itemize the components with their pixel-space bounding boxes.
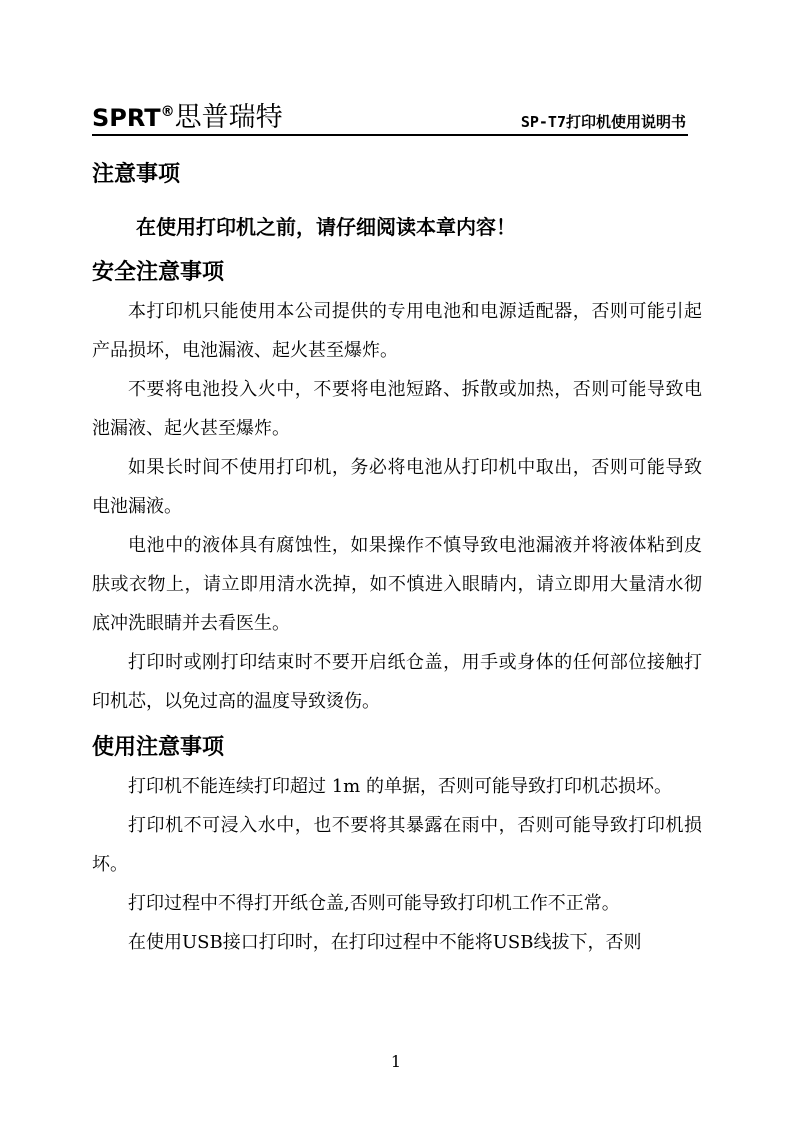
registered-mark: ® xyxy=(160,104,175,120)
page-content xyxy=(92,156,702,962)
warning-line: 在使用打印机之前，请仔细阅读本章内容！ xyxy=(136,215,516,239)
paragraph: 打印机不能连续打印超过 1m 的单据，否则可能导致打印机芯损坏。 xyxy=(128,776,672,797)
document-title: SP-T7打印机使用说明书 xyxy=(520,113,686,131)
section-heading: 安全注意事项 xyxy=(92,260,225,285)
paragraph: 在使用USB接口打印时，在打印过程中不能将USB线拔下，否则 xyxy=(128,932,642,953)
paragraph: 如果长时间不使用打印机，务必将电池从打印机中取出，否则可能导致电池漏液。 xyxy=(92,457,702,517)
section-safety xyxy=(92,254,702,721)
page-number: 1 xyxy=(390,1052,402,1071)
paragraph: 打印时或刚打印结束时不要开启纸仓盖，用手或身体的任何部位接触打印机芯，以免过高的温度导致烫伤。 xyxy=(92,652,702,712)
paragraph: 打印过程中不得打开纸仓盖,否则可能导致打印机工作不正常。 xyxy=(128,893,620,914)
chapter-title: 注意事项 xyxy=(92,162,181,187)
page-header xyxy=(92,92,688,136)
section-usage xyxy=(92,729,702,962)
brand-logo xyxy=(92,104,283,131)
brand-cn: 思普瑞特 xyxy=(174,102,283,133)
paragraph: 电池中的液体具有腐蚀性，如果操作不慎导致电池漏液并将液体粘到皮肤或衣物上，请立即用清水洗掉，如不慎进入眼睛内，请立即用大量清水彻底冲洗眼睛并去看医生。 xyxy=(92,535,702,634)
paragraph: 本打印机只能使用本公司提供的专用电池和电源适配器，否则可能引起产品损坏，电池漏液、起火甚至爆炸。 xyxy=(92,301,702,361)
paragraph: 打印机不可浸入水中，也不要将其暴露在雨中，否则可能导致打印机损坏。 xyxy=(92,815,702,875)
brand-en: SPRT xyxy=(92,104,161,132)
paragraph: 不要将电池投入火中，不要将电池短路、拆散或加热，否则可能导致电池漏液、起火甚至爆炸。 xyxy=(92,379,702,439)
section-heading: 使用注意事项 xyxy=(92,735,225,760)
